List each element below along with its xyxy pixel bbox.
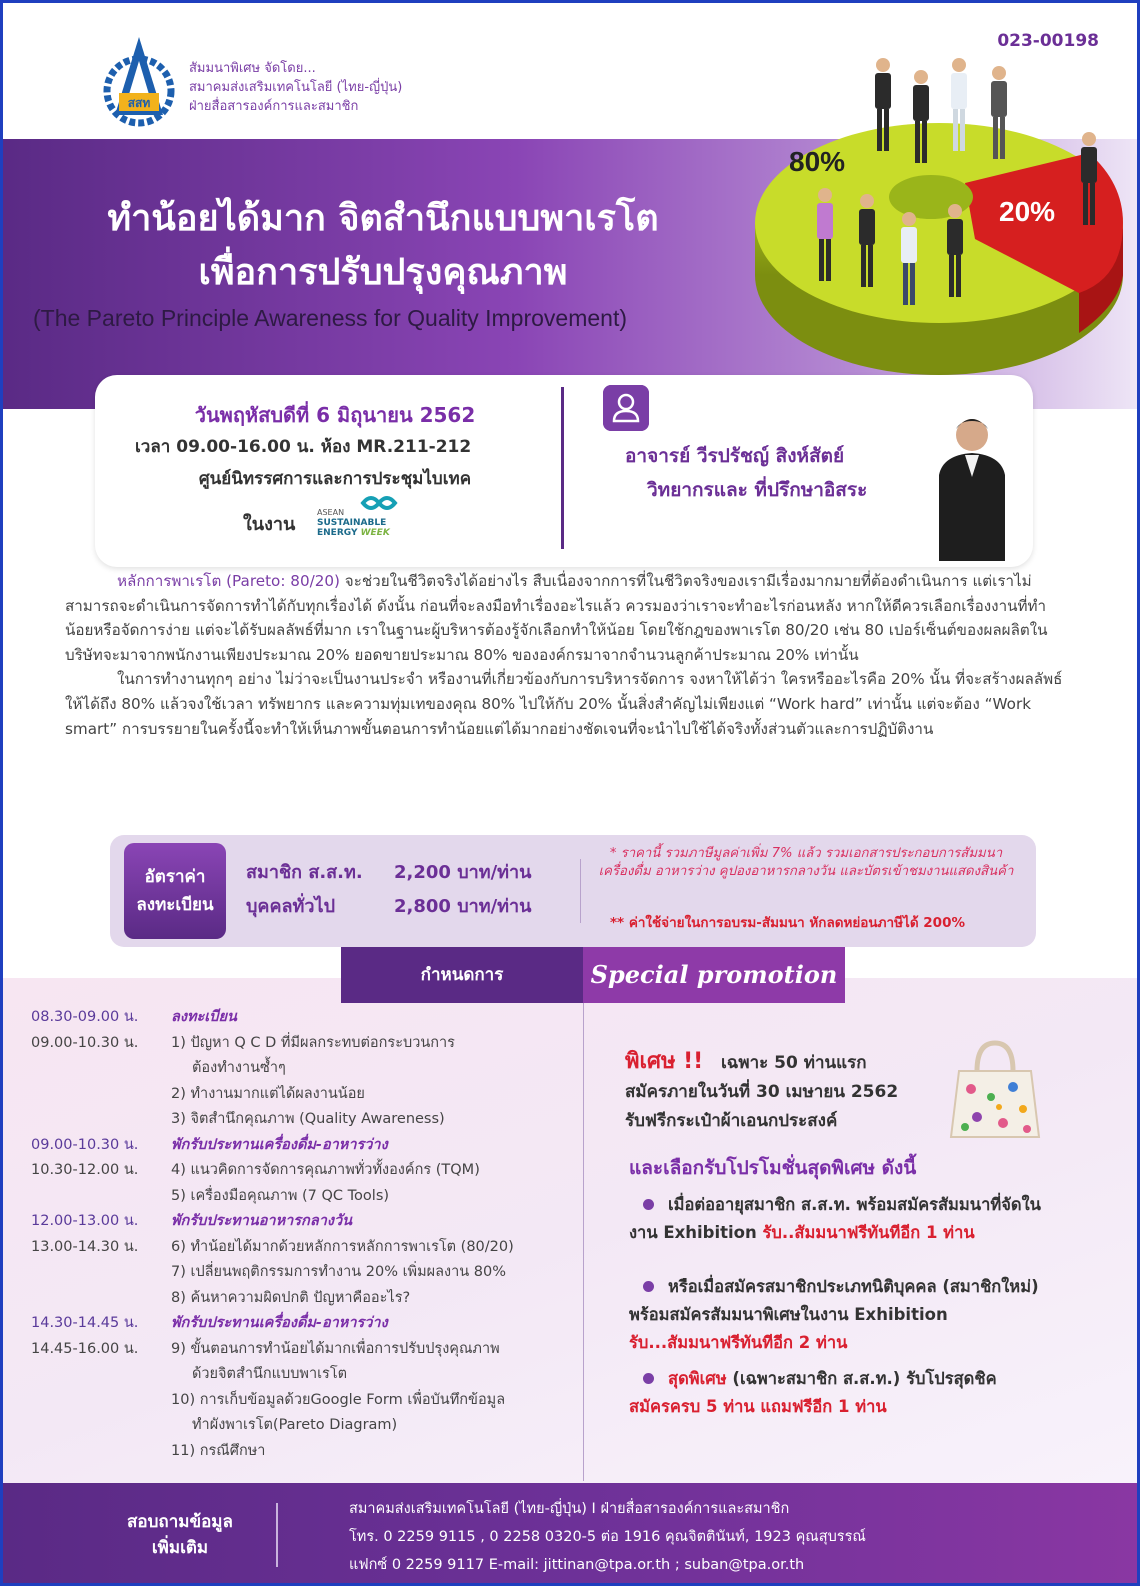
- asean-sustainable-energy-logo: [317, 493, 407, 539]
- organizer-line: สัมมนาพิเศษ จัดโดย...: [189, 61, 316, 76]
- fee-note: * ราคานี้ รวมภาษีมูลค่าเพิ่ม 7% แล้ว รวมเอกสารประกอบการสัมมนา เครื่องดื่ม อาหารว่าง คูปองอาหารกลางวัน และบัตรเข้าชมงานแสดงสินค้า: [598, 846, 1014, 879]
- schedule-item: ด้วยจิตสำนึกแบบพาเรโต: [192, 1366, 348, 1382]
- schedule-row: [31, 1209, 591, 1235]
- promo-bullet-2-offer: รับ...สัมมนาฟรีทันทีอีก 2 ท่าน: [629, 1333, 848, 1352]
- promo-bullet-3-label: สุดพิเศษ: [668, 1369, 727, 1388]
- promo-line-1: เฉพาะ 50 ท่านแรก: [720, 1053, 867, 1073]
- promo-special-label: พิเศษ !!: [625, 1049, 704, 1074]
- pareto-highlight: หลักการพาเรโต (Pareto: 80/20): [117, 572, 340, 590]
- schedule-time: 13.00-14.30 น.: [31, 1238, 139, 1255]
- contact-label: [95, 1509, 265, 1561]
- pie-label-80: 80%: [789, 146, 846, 177]
- schedule-break: พักรับประทานเครื่องดื่ม-อาหารว่าง: [171, 1315, 388, 1331]
- schedule-row: [31, 1107, 591, 1133]
- event-time-room: เวลา 09.00-16.00 น. ห้อง MR.211-212: [135, 437, 472, 457]
- schedule-time: 12.00-13.00 น.: [31, 1213, 139, 1229]
- schedule-item: ต้องทำงานซ้ำๆ: [192, 1060, 286, 1076]
- pareto-pie-illustration: [749, 43, 1134, 403]
- fee-label: [124, 843, 226, 939]
- bullet-dot: [643, 1373, 654, 1384]
- schedule-row: [31, 1082, 591, 1108]
- contact-label-line: เพิ่มเติม: [151, 1538, 209, 1558]
- tpa-logo: [101, 35, 177, 129]
- promo-choose-heading: และเลือกรับโปรโมชั่นสุดพิเศษ ดังนี้: [629, 1157, 917, 1179]
- promo-bullet-3-text: (เฉพาะสมาชิก ส.ส.ท.) รับโปรสุดชิค: [726, 1369, 997, 1388]
- registration-fee-box: [110, 835, 1036, 947]
- footer-phone-line: โทร. 0 2259 9115 , 0 2258 0320-5 ต่อ 1916 คุณจิตตินันท์, 1923 คุณสุบรรณ์: [349, 1529, 866, 1545]
- promo-bullet-3-offer: สมัครครบ 5 ท่าน แถมฟรีอีก 1 ท่าน: [629, 1397, 887, 1416]
- card-divider: [561, 387, 564, 549]
- person-icon: [603, 385, 649, 431]
- pie-label-20: 20%: [999, 196, 1056, 227]
- event-label: ในงาน: [243, 514, 296, 535]
- asean-logo-week: WEEK: [357, 528, 390, 538]
- speaker-name: อาจารย์ วีรปรัชญ์ สิงห์สัตย์: [625, 445, 845, 467]
- organizer-line: ฝ่ายสื่อสารองค์การและสมาชิก: [189, 99, 359, 114]
- schedule-break: ลงทะเบียน: [171, 1009, 237, 1025]
- schedule-list: [31, 1005, 591, 1464]
- description-paragraph-2: ในการทำงานทุกๆ อย่าง ไม่ว่าจะเป็นงานประจำ หรืองานที่เกี่ยวข้องกับการบริหารจัดการ จงหาให้ได้ว่า ใครหรืออะไรคือ 20% นั้น ที่จะสร้างผลลัพธ์ให้ได้ถึง 80% แล้วจงใช้เวลา ทรัพยากร และความทุ่มเทของคุณ 80% ไปให้กับ 20% นั้นสิ่งสำคัญไม่เพียงแต่ “Work hard” เท่านั้น แต่จะต้อง “Work smart” การบรรยายในครั้งนี้จะทำให้เห็นภาพขั้นตอนการทำน้อยแต่ได้มากอย่างชัดเจนที่จะนำไปใช้ได้จริงทั้งส่วนตัวและการปฏิบัติงาน: [65, 670, 1063, 738]
- schedule-break: พักรับประทานเครื่องดื่ม-อาหารว่าง: [171, 1136, 388, 1153]
- schedule-time: 14.45-16.00 น.: [31, 1340, 139, 1357]
- fee-general-price: 2,800 บาท/ท่าน: [394, 896, 532, 917]
- schedule-item: 6) ทำน้อยได้มากด้วยหลักการหลักการพาเรโต (80/20): [171, 1238, 514, 1255]
- fee-member-label: สมาชิก ส.ส.ท.: [246, 862, 363, 883]
- schedule-item: ทำผังพาเรโต(Pareto Diagram): [192, 1417, 398, 1433]
- contact-footer: [3, 1483, 1140, 1586]
- title-line-2: เพื่อการปรับปรุงคุณภาพ: [198, 252, 568, 293]
- fee-label-line: อัตราค่า: [144, 867, 206, 887]
- schedule-item: 11) กรณีศึกษา: [171, 1442, 266, 1459]
- schedule-row: [31, 1439, 591, 1465]
- svg-text:ENERGY WEEK: [317, 528, 391, 538]
- schedule-row: [31, 1056, 591, 1082]
- tote-bag-image: [947, 1037, 1043, 1141]
- tax-deduction-note: ** ค่าใช้จ่ายในการอบรม-สัมมนา หักลดหย่อนภาษีได้ 200%: [610, 915, 965, 931]
- asean-logo-line2: SUSTAINABLE: [317, 518, 387, 528]
- fee-row-general: [246, 891, 532, 920]
- schedule-item: 1) ปัญหา Q C D ที่มีผลกระทบต่อกระบวนการ: [171, 1034, 455, 1051]
- schedule-row: [31, 1235, 591, 1261]
- logo-text: สสท: [127, 96, 151, 110]
- schedule-row: [31, 1031, 591, 1057]
- event-date: วันพฤหัสบดีที่ 6 มิถุนายน 2562: [194, 403, 476, 427]
- promo-bullet-2-text: หรือเมื่อสมัครสมาชิกประเภทนิติบุคคล (สมาชิกใหม่) พร้อมสมัครสัมมนาพิเศษในงาน Exhibition: [629, 1277, 1039, 1324]
- asean-logo-line1: ASEAN: [317, 508, 345, 517]
- description-text: [65, 569, 1065, 741]
- schedule-row: [31, 1184, 591, 1210]
- speaker-photo: [933, 411, 1011, 561]
- schedule-item: 9) ขั้นตอนการทำน้อยได้มากเพื่อการปรับปรุงคุณภาพ: [171, 1340, 500, 1357]
- description-paragraph-1: [65, 569, 1065, 667]
- promo-bullet-3: [629, 1365, 1049, 1421]
- organizer-line: สมาคมส่งเสริมเทคโนโลยี (ไทย-ญี่ปุ่น): [189, 80, 403, 95]
- footer-org-line: สมาคมส่งเสริมเทคโนโลยี (ไทย-ญี่ปุ่น) I ฝ่ายสื่อสารองค์การและสมาชิก: [349, 1501, 790, 1517]
- schedule-time: 10.30-12.00 น.: [31, 1162, 139, 1178]
- schedule-row: [31, 1388, 591, 1414]
- bullet-dot: [643, 1281, 654, 1292]
- schedule-row: [31, 1311, 591, 1337]
- fee-divider: [580, 859, 581, 923]
- schedule-item: 5) เครื่องมือคุณภาพ (7 QC Tools): [171, 1187, 390, 1204]
- fee-label-line: ลงทะเบียน: [136, 895, 214, 915]
- english-subtitle: (The Pareto Principle Awareness for Quality Improvement): [33, 305, 627, 331]
- footer-fax-email-line: แฟกซ์ 0 2259 9117 E-mail: jittinan@tpa.or.th ; suban@tpa.or.th: [349, 1557, 805, 1573]
- event-info-card: [95, 375, 1033, 567]
- schedule-item: 10) การเก็บข้อมูลด้วยGoogle Form เพื่อบันทึกข้อมูล: [171, 1391, 506, 1408]
- promo-bullet-1-offer: รับ..สัมมนาฟรีทันทีอีก 1 ท่าน: [762, 1223, 975, 1242]
- paragraph-1-text: จะช่วยในชีวิตจริงได้อย่างไร สืบเนื่องจากการที่ในชีวิตจริงของเรามีเรื่องมากมายที่ต้องดำเนินการ แต่เราไม่สามารถจะดำเนินการจัดการทำได้กับทุกเรื่องได้ ดังนั้น ก่อนที่จะลงมือทำเรื่องอะไรแล้ว ควรมองว่าเราจะทำอะไรก่อนหลัง หากให้ดีควรเลือกเรื่องงานที่ทำน้อยหรือจัดการง่าย แต่จะได้รับผลลัพธ์ที่มาก เราในฐานะผู้บริหารต้องรู้จักเลือกทำให้น้อย โดยใช้กฎของพาเรโต 80/20 เช่น 80 เปอร์เซ็นต์ของผลผลิตในบริษัทจะมาจากพนักงานเพียงประมาณ 20% ยอดขายประมาณ 80% ขององค์กรมาจากจำนวนลูกค้าประมาณ 20% เท่านั้น: [65, 572, 1048, 664]
- schedule-item: 7) เปลี่ยนพฤติกรรมการทำงาน 20% เพิ่มผลงาน 80%: [171, 1264, 507, 1280]
- promo-line-2: สมัครภายในวันที่ 30 เมษายน 2562: [625, 1082, 899, 1102]
- schedule-item: 4) แนวคิดการจัดการคุณภาพทั่วทั้งองค์กร (TQM): [171, 1162, 480, 1178]
- promo-line-3: รับฟรีกระเป๋าผ้าเอนกประสงค์: [625, 1111, 838, 1131]
- schedule-item: 2) ทำงานมากแต่ได้ผลงานน้อย: [171, 1085, 365, 1102]
- speaker-role: วิทยากรและ ที่ปรึกษาอิสระ: [647, 479, 868, 501]
- fee-general-label: บุคคลทั่วไป: [246, 896, 335, 917]
- promo-bullet-1: [629, 1191, 1049, 1247]
- schedule-item: 3) จิตสำนึกคุณภาพ (Quality Awareness): [171, 1111, 445, 1127]
- schedule-break: พักรับประทานอาหารกลางวัน: [171, 1213, 353, 1229]
- schedule-time: 14.30-14.45 น.: [31, 1315, 139, 1331]
- schedule-time: 09.00-10.30 น.: [31, 1136, 139, 1153]
- fee-row-member: [246, 857, 532, 886]
- schedule-time: 09.00-10.30 น.: [31, 1034, 139, 1051]
- schedule-row: [31, 1133, 591, 1159]
- schedule-header: กำหนดการ: [341, 947, 583, 1003]
- schedule-row: [31, 1413, 591, 1439]
- bullet-dot: [643, 1199, 654, 1210]
- footer-divider: [276, 1503, 278, 1567]
- schedule-row: [31, 1158, 591, 1184]
- schedule-row: [31, 1337, 591, 1363]
- promo-bullet-1-text: เมื่อต่ออายุสมาชิก ส.ส.ท. พร้อมสมัครสัมมนาที่จัดในงาน Exhibition: [629, 1195, 1041, 1242]
- fee-member-price: 2,200 บาท/ท่าน: [394, 862, 532, 883]
- schedule-item: 8) ค้นหาความผิดปกติ ปัญหาคืออะไร?: [171, 1289, 411, 1306]
- asean-logo-energy: ENERGY: [317, 528, 358, 538]
- document-code: 023-00198: [997, 31, 1099, 51]
- contact-label-line: สอบถามข้อมูล: [127, 1512, 233, 1532]
- event-venue: ศูนย์นิทรรศการและการประชุมไบเทค: [198, 469, 472, 489]
- special-promotion-header: Special promotion: [583, 947, 845, 1003]
- schedule-time: 08.30-09.00 น.: [31, 1009, 139, 1025]
- schedule-row: [31, 1362, 591, 1388]
- schedule-row: [31, 1005, 591, 1031]
- schedule-row: [31, 1260, 591, 1286]
- title-line-1: ทำน้อยได้มาก จิตสำนึกแบบพาเรโต: [107, 198, 659, 239]
- organizer-block: [189, 59, 402, 116]
- promo-bullet-2: [629, 1273, 1049, 1357]
- schedule-row: [31, 1286, 591, 1312]
